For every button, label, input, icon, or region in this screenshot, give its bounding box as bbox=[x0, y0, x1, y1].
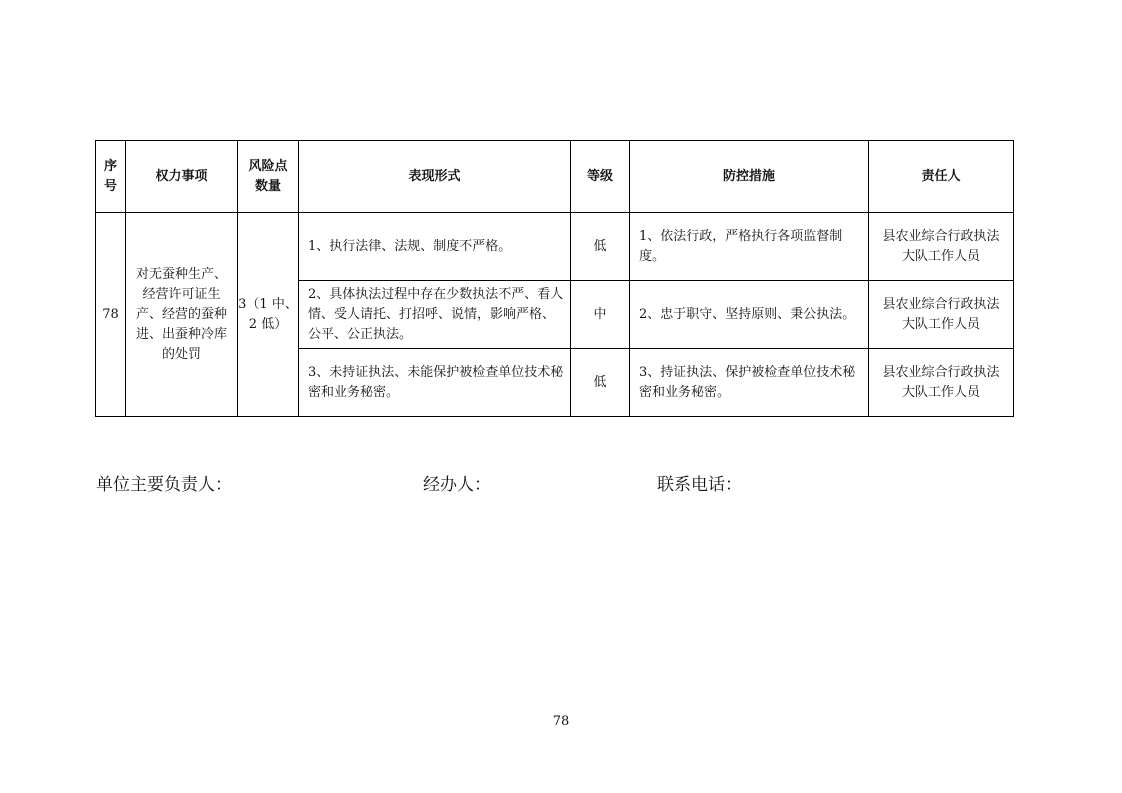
unit-head-label: 单位主要负责人： bbox=[96, 475, 232, 495]
header-seq: 序 号 bbox=[96, 141, 126, 213]
header-measures: 防控措施 bbox=[630, 141, 869, 213]
manifestation-cell: 2、具体执法过程中存在少数执法不严、看人情、受人请托、打招呼、说情，影响严格、公平、公正执法。 bbox=[299, 281, 571, 349]
header-power-item: 权力事项 bbox=[126, 141, 238, 213]
responsible-cell: 县农业综合行政执法 大队工作人员 bbox=[869, 349, 1014, 417]
entry-risk-count-cell: 3（1 中、 2 低） bbox=[238, 213, 299, 417]
page-number: 78 bbox=[552, 714, 570, 729]
level-cell: 中 bbox=[571, 281, 630, 349]
table-header-row bbox=[96, 141, 1014, 213]
handler-label: 经办人： bbox=[423, 475, 491, 495]
responsible-cell: 县农业综合行政执法 大队工作人员 bbox=[869, 281, 1014, 349]
table-row bbox=[96, 213, 1014, 281]
entry-power-item-cell: 对无蚕种生产、 经营许可证生 产、经营的蚕种 进、出蚕种冷库 的处罚 bbox=[126, 213, 238, 417]
header-manifestation: 表现形式 bbox=[299, 141, 571, 213]
manifestation-cell: 3、未持证执法、未能保护被检查单位技术秘密和业务秘密。 bbox=[299, 349, 571, 417]
measure-cell: 1、依法行政，严格执行各项监督制度。 bbox=[630, 213, 869, 281]
measure-cell: 3、持证执法、保护被检查单位技术秘密和业务秘密。 bbox=[630, 349, 869, 417]
entry-seq-cell: 78 bbox=[96, 213, 126, 417]
risk-control-table bbox=[95, 140, 1014, 417]
measure-cell: 2、忠于职守、坚持原则、秉公执法。 bbox=[630, 281, 869, 349]
header-responsible: 责任人 bbox=[869, 141, 1014, 213]
header-risk-count: 风险点 数量 bbox=[238, 141, 299, 213]
level-cell: 低 bbox=[571, 349, 630, 417]
responsible-cell: 县农业综合行政执法 大队工作人员 bbox=[869, 213, 1014, 281]
level-cell: 低 bbox=[571, 213, 630, 281]
header-level: 等级 bbox=[571, 141, 630, 213]
phone-label: 联系电话： bbox=[657, 475, 742, 495]
manifestation-cell: 1、执行法律、法规、制度不严格。 bbox=[299, 213, 571, 281]
